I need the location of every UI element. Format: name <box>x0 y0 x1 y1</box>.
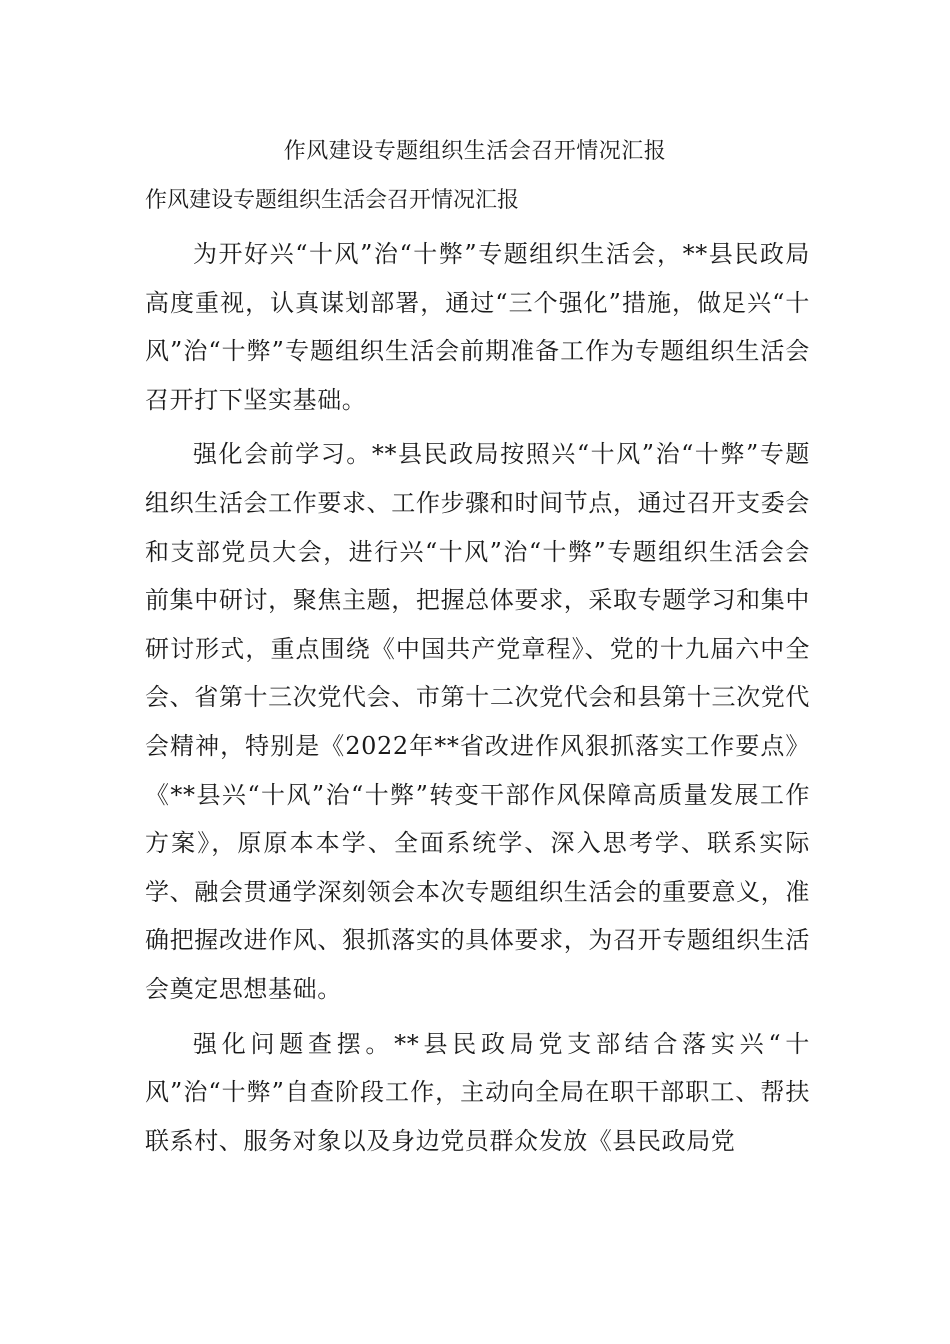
document-body <box>145 230 810 1171</box>
paragraph-study: 强化会前学习。**县民政局按照兴“十风”治“十弊”专题组织生活会工作要求、工作步骤和时间节点，通过召开支委会和支部党员大会，进行兴“十风”治“十弊”专题组织生活会会前集中研讨，聚焦主题，把握总体要求，采取专题学习和集中研讨形式，重点围绕《中国共产党章程》、党的十九届六中全会、省第十三次党代会、市第十二次党代会和县第十三次党代会精神，特别是《2022年**省改进作风狠抓落实工作要点》《**县兴“十风”治“十弊”转变干部作风保障高质量发展工作方案》，原原本本学、全面系统学、深入思考学、联系实际学、融会贯通学深刻领会本次专题组织生活会的重要意义，准确把握改进作风、狠抓落实的具体要求，为召开专题组织生活会奠定思想基础。 <box>145 440 810 1003</box>
document-title: 作风建设专题组织生活会召开情况汇报 <box>283 139 667 164</box>
paragraph-intro: 为开好兴“十风”治“十弊”专题组织生活会，**县民政局高度重视，认真谋划部署，通过“三个强化”措施，做足兴“十风”治“十弊”专题组织生活会前期准备工作为专题组织生活会召开打下坚实基础。 <box>145 240 810 414</box>
document-subtitle: 作风建设专题组织生活会召开情况汇报 <box>145 188 520 213</box>
paragraph-problems: 强化问题查摆。**县民政局党支部结合落实兴“十风”治“十弊”自查阶段工作，主动向全局在职干部职工、帮扶联系村、服务对象以及身边党员群众发放《县民政局党 <box>145 1029 810 1155</box>
